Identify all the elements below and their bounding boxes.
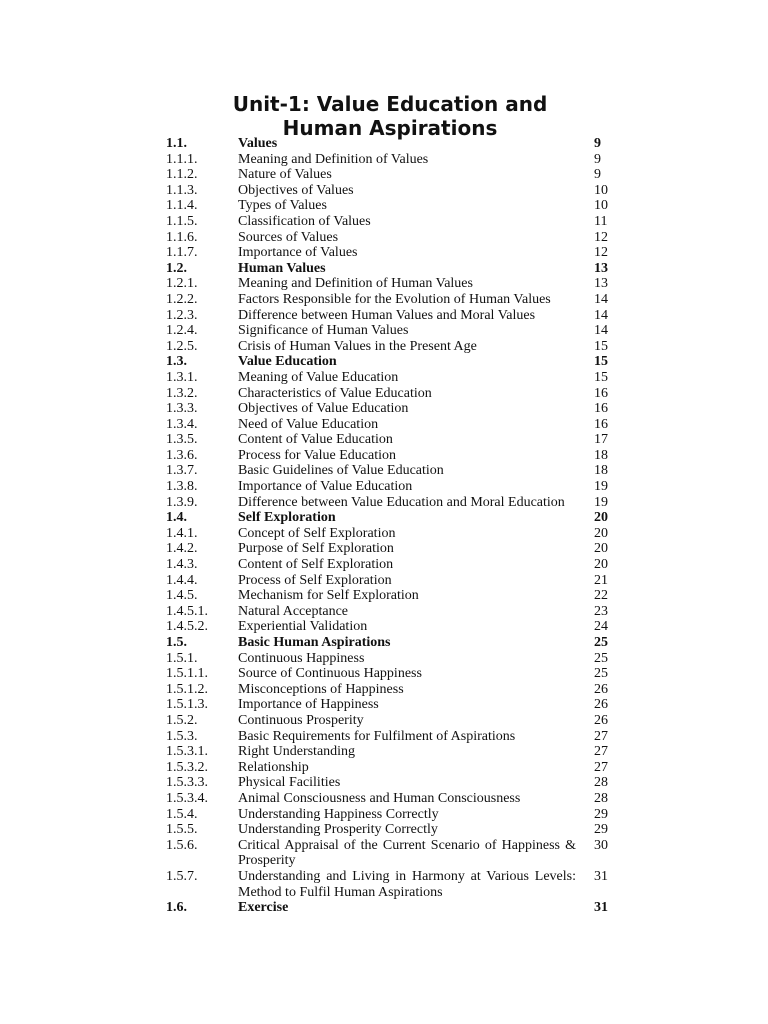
toc-entry-page-number: 16 (594, 416, 608, 432)
toc-entry-page-number: 20 (594, 541, 608, 557)
toc-entry-page-number: 24 (594, 619, 608, 635)
toc-entry (166, 432, 616, 448)
toc-entry (166, 713, 616, 729)
toc-entry-page-number: 13 (594, 260, 608, 276)
toc-entry (166, 729, 616, 745)
toc-entry-number: 1.2.2. (166, 291, 198, 307)
toc-entry-page-number: 26 (594, 681, 608, 697)
toc-entry-title: Content of Self Exploration (238, 557, 394, 573)
toc-entry (166, 495, 616, 511)
toc-entry-page-number: 19 (594, 479, 608, 495)
toc-entry-page-number: 26 (594, 697, 608, 713)
toc-entry (166, 386, 616, 402)
toc-entry-number: 1.5.7. (166, 868, 198, 884)
toc-entry (166, 183, 616, 199)
toc-entry-page-number: 12 (594, 229, 608, 245)
toc-entry-number: 1.3.5. (166, 432, 198, 448)
toc-entry-page-number: 26 (594, 712, 608, 728)
toc-entry-number: 1.2.4. (166, 323, 198, 339)
toc-entry-number: 1.5.2. (166, 712, 198, 728)
toc-entry-number: 1.3.7. (166, 463, 198, 479)
toc-entry-title: Relationship (238, 759, 309, 775)
toc-entry-title: Critical Appraisal of the Current Scenario of Happiness & Prosperity (238, 837, 576, 869)
toc-entry-number: 1.5.3.3. (166, 775, 208, 791)
toc-entry-number: 1.3.2. (166, 385, 198, 401)
toc-entry-page-number: 14 (594, 291, 608, 307)
toc-entry-number: 1.5. (166, 635, 187, 650)
toc-entry-title: Understanding Happiness Correctly (238, 806, 439, 822)
toc-entry (166, 479, 616, 495)
toc-entry-number: 1.3. (166, 354, 187, 370)
toc-entry-number: 1.3.6. (166, 447, 198, 463)
toc-entry-title: Values (238, 136, 278, 151)
toc-entry-title: Human Values (238, 260, 326, 276)
toc-entry (166, 557, 616, 573)
toc-entry-title: Content of Value Education (238, 432, 393, 448)
toc-entry-number: 1.2.5. (166, 338, 198, 354)
toc-entry-page-number: 15 (594, 338, 608, 354)
toc-entry-page-number: 20 (594, 510, 608, 526)
toc-entry (166, 323, 616, 339)
toc-entry-number: 1.4. (166, 510, 187, 526)
toc-entry (166, 775, 616, 791)
toc-entry-title: Nature of Values (238, 167, 332, 183)
toc-entry-number: 1.5.3.4. (166, 790, 208, 806)
toc-entry (166, 682, 616, 698)
toc-entry (166, 588, 616, 604)
toc-entry (166, 604, 616, 620)
toc-entry-page-number: 28 (594, 775, 608, 791)
toc-entry-page-number: 29 (594, 822, 608, 838)
toc-entry-page-number: 23 (594, 603, 608, 619)
toc-entry-title: Purpose of Self Exploration (238, 541, 394, 557)
toc-entry-number: 1.5.3. (166, 728, 198, 744)
toc-entry (166, 666, 616, 682)
toc-entry-title: Process of Self Exploration (238, 572, 392, 588)
toc-entry (166, 401, 616, 417)
toc-entry-page-number: 19 (594, 494, 608, 510)
toc-entry-number: 1.1.4. (166, 198, 198, 214)
toc-entry (166, 448, 616, 464)
toc-entry-title: Misconceptions of Happiness (238, 681, 404, 697)
toc-entry-number: 1.1.5. (166, 213, 198, 229)
toc-entry (166, 619, 616, 635)
toc-entry-page-number: 9 (594, 136, 601, 151)
toc-entry (166, 822, 616, 838)
toc-entry-title: Experiential Validation (238, 619, 368, 635)
toc-entry-page-number: 25 (594, 666, 608, 682)
toc-entry-title: Continuous Happiness (238, 650, 365, 666)
toc-entry-number: 1.4.5.2. (166, 619, 208, 635)
toc-entry-title: Classification of Values (238, 213, 371, 229)
toc-entry-page-number: 31 (594, 868, 608, 884)
toc-entry-number: 1.5.3.2. (166, 759, 208, 775)
toc-entry-title: Difference between Value Education and Moral Education (238, 494, 565, 510)
toc-entry-page-number: 18 (594, 447, 608, 463)
table-of-contents (166, 136, 616, 916)
toc-entry-title: Difference between Human Values and Moral Values (238, 307, 536, 323)
toc-entry-page-number: 14 (594, 307, 608, 323)
toc-entry-title: Characteristics of Value Education (238, 385, 432, 401)
toc-entry (166, 651, 616, 667)
toc-entry (166, 760, 616, 776)
toc-entry-number: 1.5.6. (166, 837, 198, 853)
toc-entry (166, 838, 616, 869)
toc-entry-number: 1.1.6. (166, 229, 198, 245)
toc-entry (166, 339, 616, 355)
toc-entry-title: Sources of Values (238, 229, 339, 245)
toc-entry-title: Types of Values (238, 198, 327, 214)
toc-entry (166, 791, 616, 807)
toc-entry (166, 900, 616, 916)
toc-entry-page-number: 16 (594, 385, 608, 401)
toc-entry (166, 463, 616, 479)
toc-entry-page-number: 9 (594, 151, 601, 167)
toc-entry-title: Meaning and Definition of Human Values (238, 276, 473, 292)
toc-entry-number: 1.5.1. (166, 650, 198, 666)
toc-entry-title: Meaning and Definition of Values (238, 151, 429, 167)
toc-entry-number: 1.1. (166, 136, 187, 151)
toc-entry-page-number: 21 (594, 572, 608, 588)
toc-entry-title: Self Exploration (238, 510, 336, 526)
toc-entry-number: 1.3.1. (166, 369, 198, 385)
toc-entry-number: 1.1.7. (166, 245, 198, 261)
toc-entry (166, 167, 616, 183)
toc-entry-page-number: 14 (594, 323, 608, 339)
toc-entry (166, 261, 616, 277)
toc-entry-number: 1.4.4. (166, 572, 198, 588)
toc-entry-page-number: 9 (594, 167, 601, 183)
toc-entry-title: Exercise (238, 900, 289, 916)
toc-entry-number: 1.4.1. (166, 525, 198, 541)
toc-entry-page-number: 27 (594, 759, 608, 775)
toc-entry-page-number: 20 (594, 557, 608, 573)
toc-entry-title: Understanding Prosperity Correctly (238, 822, 438, 838)
toc-entry-page-number: 16 (594, 401, 608, 417)
toc-entry-title: Basic Guidelines of Value Education (238, 463, 444, 479)
toc-entry-page-number: 18 (594, 463, 608, 479)
toc-entry-page-number: 15 (594, 354, 608, 370)
toc-entry-title: Value Education (238, 354, 337, 370)
toc-entry-number: 1.3.8. (166, 479, 198, 495)
toc-entry (166, 526, 616, 542)
toc-entry-number: 1.6. (166, 900, 187, 916)
toc-entry (166, 354, 616, 370)
toc-entry-number: 1.5.4. (166, 806, 198, 822)
toc-entry-title: Source of Continuous Happiness (238, 666, 422, 682)
toc-entry-number: 1.5.1.1. (166, 666, 208, 682)
toc-entry (166, 541, 616, 557)
toc-entry-number: 1.5.3.1. (166, 744, 208, 760)
toc-entry-number: 1.5.1.2. (166, 681, 208, 697)
toc-entry-title: Mechanism for Self Exploration (238, 588, 419, 604)
toc-entry-page-number: 31 (594, 900, 608, 916)
toc-entry-page-number: 15 (594, 369, 608, 385)
toc-entry-number: 1.5.5. (166, 822, 198, 838)
toc-entry (166, 370, 616, 386)
toc-entry-number: 1.4.3. (166, 557, 198, 573)
toc-entry-title: Objectives of Value Education (238, 401, 409, 417)
toc-entry (166, 198, 616, 214)
toc-entry-number: 1.4.2. (166, 541, 198, 557)
toc-entry-title: Physical Facilities (238, 775, 341, 791)
toc-entry (166, 276, 616, 292)
toc-entry-title: Significance of Human Values (238, 323, 409, 339)
toc-entry-page-number: 27 (594, 728, 608, 744)
toc-entry (166, 245, 616, 261)
toc-entry-number: 1.3.3. (166, 401, 198, 417)
toc-entry-page-number: 10 (594, 198, 608, 214)
toc-entry-number: 1.4.5. (166, 588, 198, 604)
toc-entry (166, 136, 616, 152)
toc-entry (166, 230, 616, 246)
toc-entry-title: Basic Human Aspirations (238, 635, 391, 650)
toc-entry-page-number: 29 (594, 806, 608, 822)
toc-entry-number: 1.3.9. (166, 494, 198, 510)
toc-entry-title: Basic Requirements for Fulfilment of Aspirations (238, 728, 516, 744)
unit-title-line-2: Human Aspirations (282, 116, 498, 140)
toc-entry-page-number: 13 (594, 276, 608, 292)
toc-entry-title: Concept of Self Exploration (238, 525, 396, 541)
toc-entry (166, 573, 616, 589)
toc-entry-title: Animal Consciousness and Human Consciousness (238, 790, 521, 806)
toc-entry-title: Objectives of Values (238, 182, 354, 198)
toc-entry (166, 697, 616, 713)
toc-entry-number: 1.4.5.1. (166, 603, 208, 619)
toc-entry-title: Understanding and Living in Harmony at Various Levels: Method to Fulfil Human Aspirations (238, 868, 576, 900)
toc-entry-number: 1.1.3. (166, 182, 198, 198)
toc-entry-title: Importance of Values (238, 245, 358, 261)
toc-entry-number: 1.1.1. (166, 151, 198, 167)
toc-entry-page-number: 30 (594, 837, 608, 853)
toc-entry (166, 744, 616, 760)
toc-entry-title: Continuous Prosperity (238, 712, 364, 728)
toc-entry (166, 869, 616, 900)
toc-entry-title: Process for Value Education (238, 447, 396, 463)
toc-entry-title: Crisis of Human Values in the Present Age (238, 338, 477, 354)
toc-entry (166, 308, 616, 324)
toc-entry-title: Natural Acceptance (238, 603, 348, 619)
toc-entry (166, 510, 616, 526)
toc-entry-number: 1.5.1.3. (166, 697, 208, 713)
toc-entry-number: 1.3.4. (166, 416, 198, 432)
toc-entry-title: Importance of Value Education (238, 479, 413, 495)
toc-entry (166, 292, 616, 308)
toc-entry-page-number: 11 (594, 213, 608, 229)
toc-entry-title: Factors Responsible for the Evolution of Human Values (238, 291, 551, 307)
toc-entry-page-number: 25 (594, 635, 608, 650)
toc-entry-page-number: 10 (594, 182, 608, 198)
toc-entry-page-number: 22 (594, 588, 608, 604)
toc-entry (166, 152, 616, 168)
toc-entry-page-number: 20 (594, 525, 608, 541)
toc-entry-number: 1.2.1. (166, 276, 198, 292)
toc-entry-number: 1.1.2. (166, 167, 198, 183)
toc-entry-title: Need of Value Education (238, 416, 379, 432)
toc-entry (166, 417, 616, 433)
unit-title (150, 92, 630, 140)
toc-entry-page-number: 17 (594, 432, 608, 448)
toc-entry-page-number: 27 (594, 744, 608, 760)
toc-entry-number: 1.2. (166, 260, 187, 276)
toc-entry-title: Right Understanding (238, 744, 356, 760)
toc-entry-number: 1.2.3. (166, 307, 198, 323)
toc-entry-page-number: 28 (594, 790, 608, 806)
toc-entry (166, 807, 616, 823)
toc-entry (166, 635, 616, 651)
toc-entry (166, 214, 616, 230)
toc-entry-page-number: 12 (594, 245, 608, 261)
toc-entry-title: Importance of Happiness (238, 697, 379, 713)
unit-title-line-1: Unit-1: Value Education and (232, 92, 548, 116)
toc-entry-title: Meaning of Value Education (238, 369, 399, 385)
toc-entry-page-number: 25 (594, 650, 608, 666)
